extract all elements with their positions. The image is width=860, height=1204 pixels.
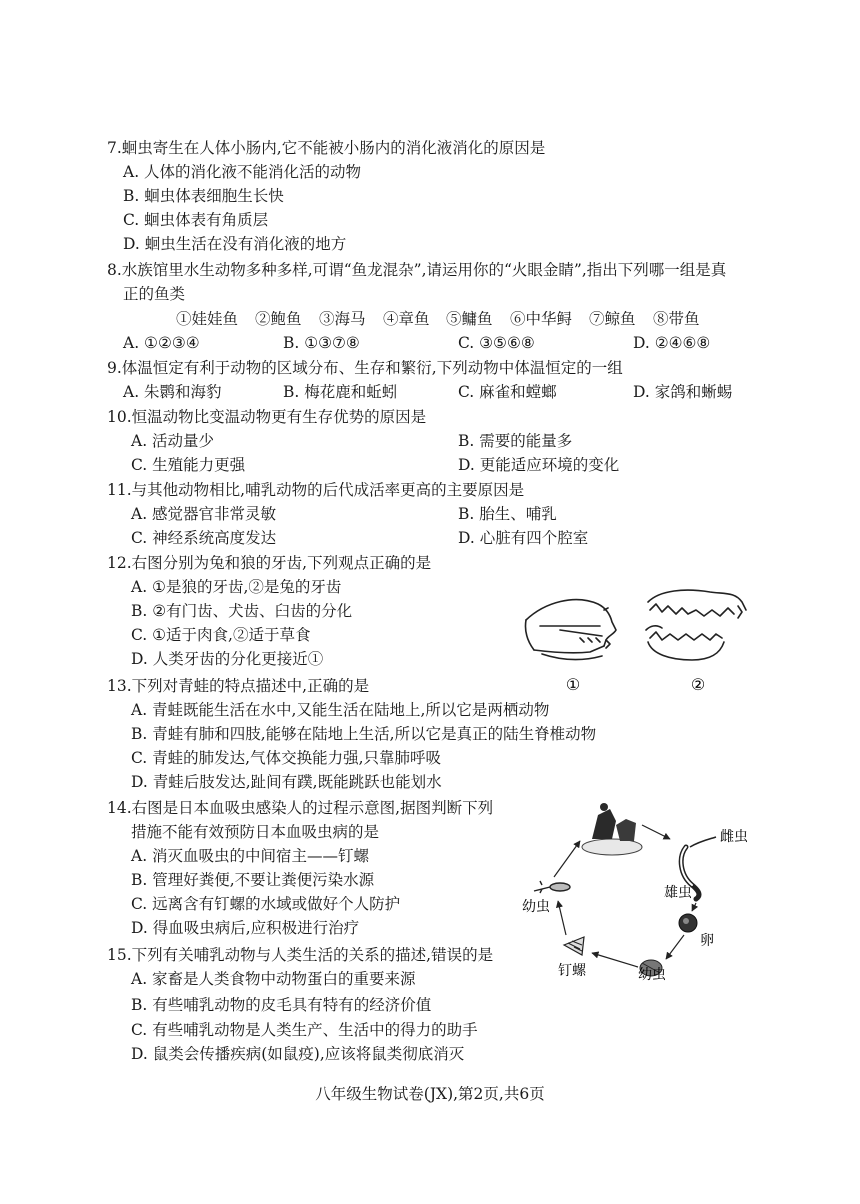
female-worm-drawing [690,837,716,847]
question-10-option-a: A. 活动量少 [131,432,215,450]
wolf-skull-drawing [646,590,746,660]
question-15-option-c: C. 有些哺乳动物是人类生产、生活中的得力的助手 [131,1021,478,1039]
schistosome-lifecycle-figure [520,795,785,985]
host-drawing [582,803,642,855]
question-10-option-d: D. 更能适应环境的变化 [458,456,620,474]
question-8-option-b: B. ①③⑦⑧ [283,334,360,352]
label-male-worm: 雄虫 [664,885,692,901]
question-9-stem: 9.体温恒定有利于动物的区域分布、生存和繁衍,下列动物中体温恒定的一组 [107,359,623,377]
question-8-item-5: ⑤鳙鱼 [446,310,493,328]
question-8-stem-line2: 正的鱼类 [123,285,186,303]
question-7-stem: 7.蛔虫寄生在人体小肠内,它不能被小肠内的消化液消化的原因是 [107,139,546,157]
question-9-option-c: C. 麻雀和螳螂 [458,383,557,401]
question-12-stem: 12.右图分别为兔和狼的牙齿,下列观点正确的是 [107,554,432,572]
question-8-stem-line1: 8.水族馆里水生动物多种多样,可谓“鱼龙混杂”,请运用你的“火眼金睛”,指出下列哪一组是真 [107,261,727,279]
teeth-figure [520,580,760,695]
question-8-option-d: D. ②④⑥⑧ [633,334,711,352]
egg-highlight [683,918,689,924]
question-8-item-6: ⑥中华鲟 [510,310,573,328]
question-8-item-3: ③海马 [319,310,366,328]
figure-label-1: ① [565,675,581,694]
question-8-item-2: ②鲍鱼 [255,310,302,328]
arrow-miracidium-to-snail [592,953,638,967]
question-7-option-d: D. 蛔虫生活在没有消化液的地方 [123,235,347,253]
label-larva-left: 幼虫 [522,899,550,915]
question-13-stem: 13.下列对青蛙的特点描述中,正确的是 [107,677,370,695]
question-14-option-a: A. 消灭血吸虫的中间宿主——钉螺 [131,847,370,865]
arrow-snail-to-cercaria [558,901,566,935]
question-11-option-d: D. 心脏有四个腔室 [458,529,589,547]
arrow-cercaria-to-host [554,841,580,877]
question-14-option-d: D. 得血吸虫病后,应积极进行治疗 [131,919,360,937]
question-13-option-d: D. 青蛙后肢发达,趾间有蹼,既能跳跃也能划水 [131,773,442,791]
question-8-option-a: A. ①②③④ [123,334,200,352]
question-7-option-c: C. 蛔虫体表有角质层 [123,211,269,229]
arrow-egg-to-miracidium [666,935,684,959]
question-14-option-b: B. 管理好粪便,不要让粪便污染水源 [131,871,375,889]
question-13-option-a: A. 青蛙既能生活在水中,又能生活在陆地上,所以它是两栖动物 [131,701,550,719]
question-11-option-c: C. 神经系统高度发达 [131,529,277,547]
question-11-stem: 11.与其他动物相比,哺乳动物的后代成活率更高的主要原因是 [107,481,525,499]
figure-label-2: ② [690,675,706,694]
question-9-option-a: A. 朱鹮和海豹 [123,383,222,401]
cercaria-drawing [534,881,570,893]
label-larva-right: 幼虫 [638,967,666,983]
arrow-worms-to-egg [692,903,696,911]
question-14-stem-line2: 措施不能有效预防日本血吸虫病的是 [131,823,380,841]
question-15-option-d: D. 鼠类会传播疾病(如鼠疫),应该将鼠类彻底消灭 [131,1045,465,1063]
question-12-option-d: D. 人类牙齿的分化更接近① [131,650,324,668]
question-15-option-b: B. 有些哺乳动物的皮毛具有特有的经济价值 [131,996,432,1014]
question-13-option-c: C. 青蛙的肺发达,气体交换能力强,只靠肺呼吸 [131,749,442,767]
question-13-option-b: B. 青蛙有肺和四肢,能够在陆地上生活,所以它是真正的陆生脊椎动物 [131,725,597,743]
label-female-worm: 雌虫 [720,829,748,845]
question-10-stem: 10.恒温动物比变温动物更有生存优势的原因是 [107,408,427,426]
rabbit-skull-drawing [525,600,616,660]
arrow-host-to-worms [642,825,670,839]
question-10-option-c: C. 生殖能力更强 [131,456,246,474]
question-8-item-8: ⑧带鱼 [653,310,700,328]
question-11-option-a: A. 感觉器官非常灵敏 [131,505,277,523]
question-7-option-b: B. 蛔虫体表细胞生长快 [123,187,284,205]
question-8-item-1: ①娃娃鱼 [176,310,239,328]
question-12-option-a: A. ①是狼的牙齿,②是兔的牙齿 [131,578,342,596]
question-12-option-c: C. ①适于肉食,②适于草食 [131,626,311,644]
question-15-option-a: A. 家畜是人类食物中动物蛋白的重要来源 [131,970,416,988]
question-14-option-c: C. 远离含有钉螺的水域或做好个人防护 [131,895,401,913]
label-egg: 卵 [700,933,714,949]
question-9-option-d: D. 家鸽和蜥蜴 [633,383,733,401]
question-8-option-c: C. ③⑤⑥⑧ [458,334,535,352]
question-9-option-b: B. 梅花鹿和蚯蚓 [283,383,398,401]
question-10-option-b: B. 需要的能量多 [458,432,573,450]
question-8-item-7: ⑦鲸鱼 [589,310,636,328]
label-snail: 钉螺 [558,963,586,979]
question-8-item-4: ④章鱼 [383,310,430,328]
snail-drawing [564,937,584,955]
question-15-stem: 15.下列有关哺乳动物与人类生活的关系的描述,错误的是 [107,946,494,964]
question-12-option-b: B. ②有门齿、犬齿、臼齿的分化 [131,602,353,620]
question-14-stem-line1: 14.右图是日本血吸虫感染人的过程示意图,据图判断下列 [107,799,494,817]
question-7-option-a: A. 人体的消化液不能消化活的动物 [123,163,362,181]
page-footer: 八年级生物试卷(JX),第2页,共6页 [315,1085,545,1103]
question-11-option-b: B. 胎生、哺乳 [458,505,557,523]
